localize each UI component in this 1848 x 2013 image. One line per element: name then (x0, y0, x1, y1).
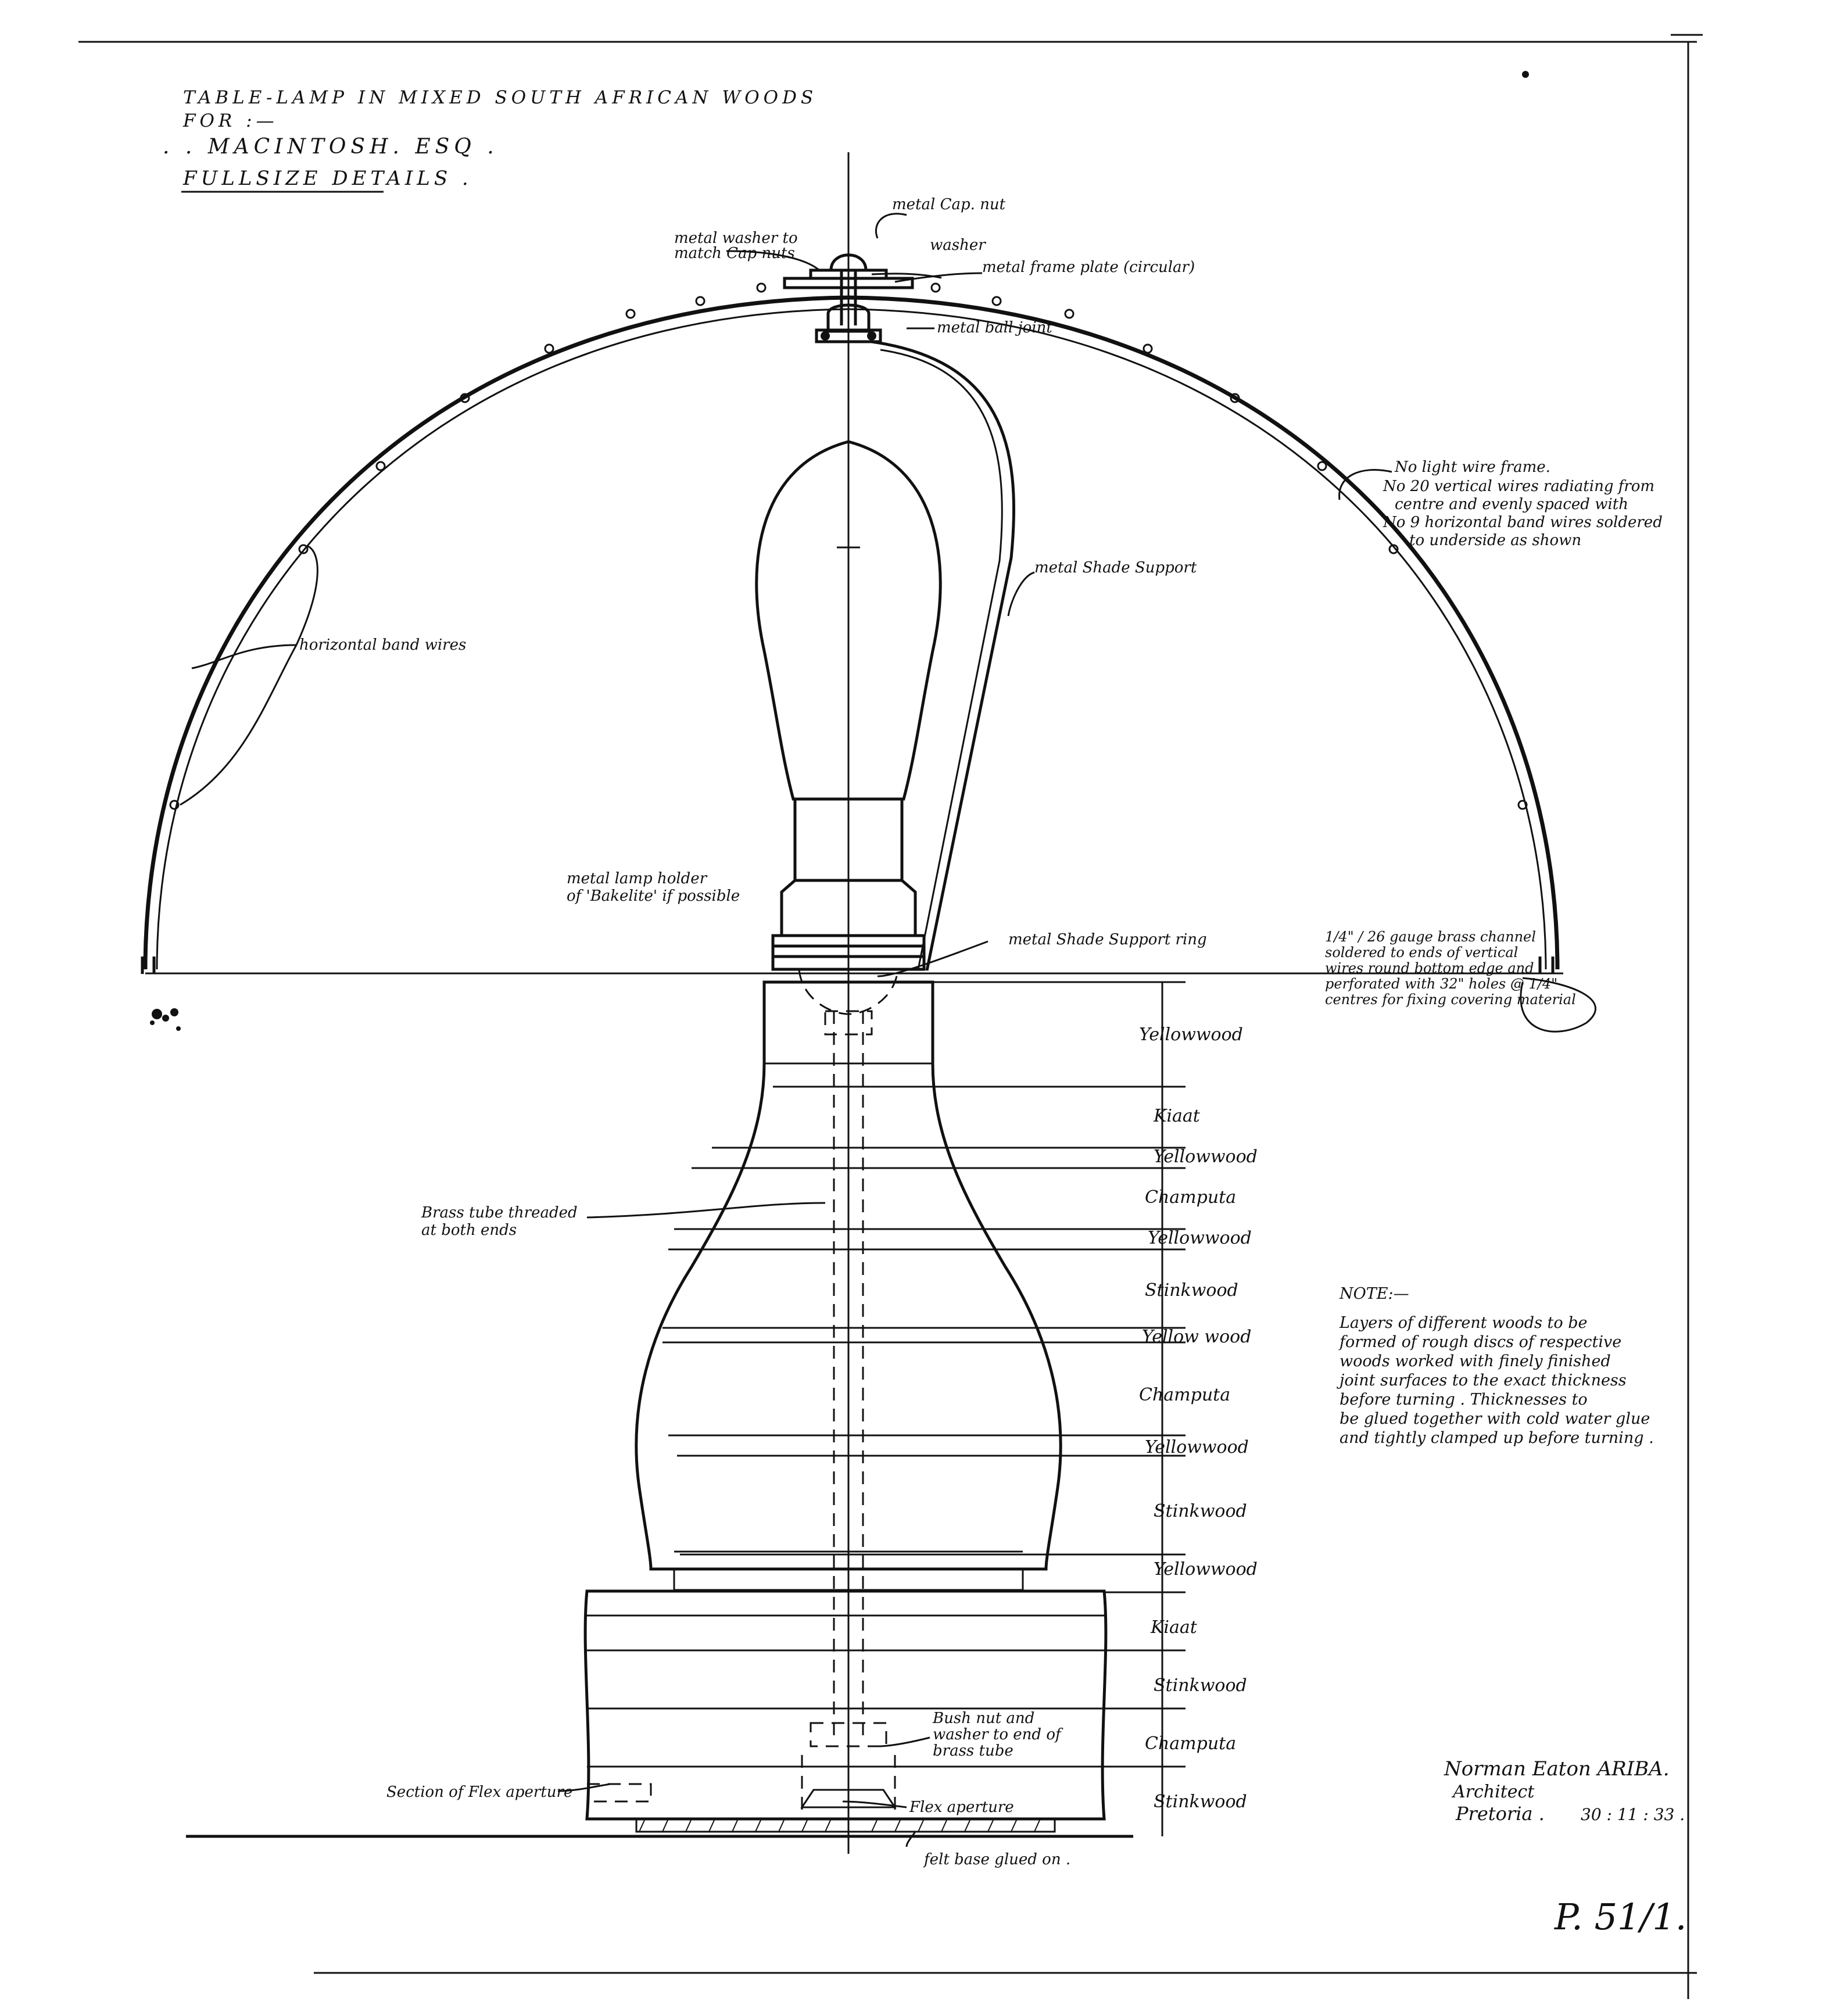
callout-washer-left-1: metal washer to (674, 230, 798, 247)
callouts (299, 196, 1663, 1868)
note-line: formed of rough discs of respective (1340, 1333, 1622, 1351)
callout-frame-plate: metal frame plate (circular) (982, 259, 1195, 276)
layer-label: Champuta (1139, 1385, 1231, 1405)
signature-date: 30 : 11 : 33 . (1581, 1805, 1685, 1824)
note-line: and tightly clamped up before turning . (1340, 1429, 1654, 1447)
layer-dimension-chain (587, 982, 1258, 1836)
callout-channel-1: 1/4" / 26 gauge brass channel (1325, 929, 1536, 945)
layer-label: Yellowwood (1145, 1437, 1249, 1457)
title-line-4: FULLSIZE DETAILS . (183, 167, 472, 190)
callout-lampholder-1: metal lamp holder (567, 870, 707, 887)
callout-ball-joint: metal ball joint (937, 319, 1052, 336)
shade-support-arm (872, 342, 1014, 970)
callout-channel-5: centres for fixing covering material (1325, 991, 1576, 1008)
callout-felt-base: felt base glued on . (924, 1851, 1071, 1868)
callout-flex-section: Section of Flex aperture (386, 1783, 573, 1801)
layer-label: Champuta (1145, 1187, 1237, 1208)
layer-label: Champuta (1145, 1733, 1237, 1754)
callout-bush-nut-2: washer to end of (933, 1726, 1061, 1743)
callout-support-ring: metal Shade Support ring (1008, 931, 1207, 948)
note-line: joint surfaces to the exact thickness (1340, 1371, 1627, 1389)
note-line: Layers of different woods to be (1340, 1314, 1588, 1332)
signature-name: Norman Eaton ARIBA. (1444, 1757, 1670, 1781)
note-line: woods worked with finely finished (1340, 1352, 1611, 1370)
sheet-border (78, 35, 1703, 1999)
callout-bush-nut-1: Bush nut and (933, 1710, 1035, 1727)
callout-washer-left-2: match Cap nuts (674, 245, 795, 262)
signature-block (1444, 1757, 1685, 1825)
layer-label: Yellowwood (1154, 1559, 1258, 1579)
callout-channel-4: perforated with 32" holes @ 1/4" (1325, 976, 1558, 992)
layer-label: Yellow wood (1142, 1327, 1252, 1347)
lamp-shade (142, 284, 1563, 974)
title-line-2: FOR :— (183, 110, 278, 131)
callout-wire-frame-1: No light wire frame. (1395, 459, 1550, 476)
title-block (163, 87, 817, 192)
sheet-reference: P. 51/1. (1555, 1896, 1687, 1938)
callout-lampholder-2: of 'Bakelite' if possible (567, 887, 740, 905)
callout-wire-frame-3: centre and evenly spaced with (1395, 496, 1628, 513)
callout-wire-frame-2: No 20 vertical wires radiating from (1383, 478, 1655, 495)
callout-band-wires: horizontal band wires (299, 636, 467, 654)
layer-label: Stinkwood (1145, 1280, 1238, 1301)
layer-label: Yellowwood (1148, 1228, 1252, 1248)
layer-label: Stinkwood (1154, 1501, 1247, 1521)
callout-flex-aperture: Flex aperture (909, 1799, 1014, 1816)
layer-label: Kiaat (1154, 1106, 1200, 1126)
callout-channel-3: wires round bottom edge and (1325, 960, 1534, 976)
layer-label: Yellowwood (1139, 1025, 1243, 1045)
callout-brass-tube-1: Brass tube threaded (421, 1204, 578, 1222)
callout-shade-support: metal Shade Support (1034, 559, 1197, 576)
ink-blot (150, 1008, 181, 1031)
callout-brass-tube-2: at both ends (421, 1222, 517, 1239)
callout-washer: washer (930, 237, 986, 254)
layer-label: Yellowwood (1154, 1147, 1258, 1167)
felt-hatching (639, 1819, 1040, 1832)
layer-label: Stinkwood (1154, 1675, 1247, 1696)
layer-divider-lines (587, 982, 1186, 1767)
construction-note (1337, 1285, 1654, 1447)
layer-labels (1139, 1025, 1258, 1812)
callout-cap-nut: metal Cap. nut (892, 196, 1006, 213)
callout-channel-2: soldered to ends of vertical (1325, 944, 1518, 961)
note-line: be glued together with cold water glue (1340, 1410, 1650, 1428)
title-line-3: . . MACINTOSH. ESQ . (163, 135, 499, 159)
callout-wire-frame-4: No 9 horizontal band wires soldered (1383, 514, 1663, 531)
signature-place: Pretoria . (1456, 1803, 1545, 1825)
signature-role: Architect (1453, 1782, 1535, 1802)
callout-wire-frame-5: to underside as shown (1409, 532, 1582, 549)
title-line-1: TABLE-LAMP IN MIXED SOUTH AFRICAN WOODS (183, 87, 818, 108)
callout-bush-nut-3: brass tube (933, 1742, 1013, 1760)
note-line: before turning . Thicknesses to (1340, 1391, 1588, 1409)
note-heading: NOTE:— (1340, 1285, 1409, 1303)
layer-label: Kiaat (1151, 1617, 1197, 1638)
layer-label: Stinkwood (1154, 1792, 1247, 1812)
